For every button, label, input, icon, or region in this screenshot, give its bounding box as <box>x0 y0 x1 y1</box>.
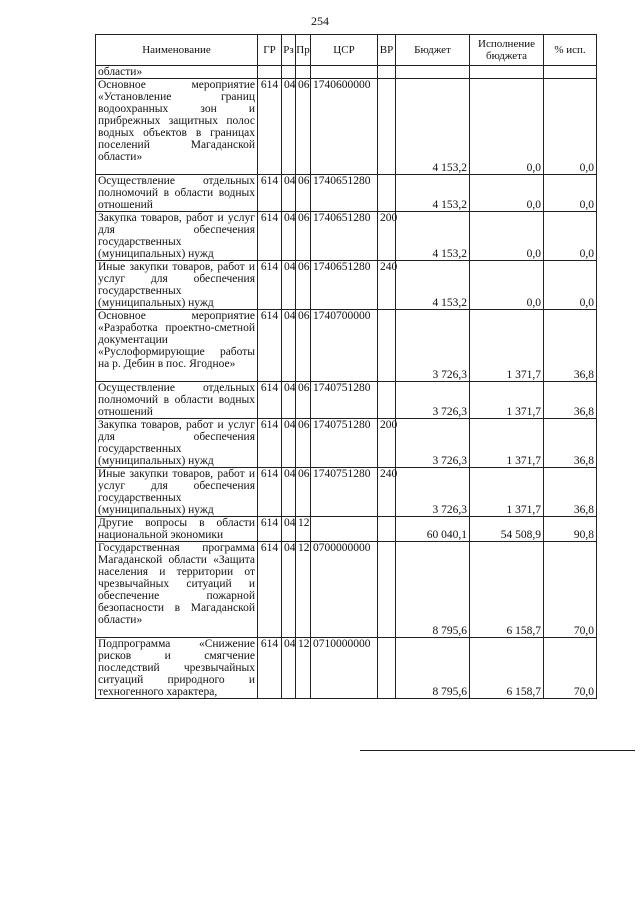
header-budget: Бюджет <box>396 35 470 66</box>
row-budget-cell: 3 726,3 <box>396 310 470 382</box>
header-name: Наименование <box>96 35 258 66</box>
row-vr-cell <box>378 517 396 542</box>
row-percent-cell: 36,8 <box>544 419 597 468</box>
row-vr-cell <box>378 382 396 419</box>
header-execution: Исполнение бюджета <box>470 35 544 66</box>
header-percent: % исп. <box>544 35 597 66</box>
row-execution-cell: 1 371,7 <box>470 468 544 517</box>
row-gr-cell: 614 <box>258 310 282 382</box>
row-budget-cell: 3 726,3 <box>396 382 470 419</box>
table-row <box>96 419 597 468</box>
row-gr-cell: 614 <box>258 261 282 310</box>
row-vr-cell <box>378 175 396 212</box>
row-rz-cell: 04 <box>282 419 296 468</box>
row-name-cell: Иные закупки товаров, работ и услуг для обеспечения государственных (муниципальных) нужд <box>96 261 258 310</box>
table-body <box>96 66 597 699</box>
row-rz-cell <box>282 66 296 79</box>
row-name-cell: области» <box>96 66 258 79</box>
row-execution-cell <box>470 66 544 79</box>
row-vr-cell <box>378 79 396 175</box>
header-vr: ВР <box>378 35 396 66</box>
row-pr-cell: 06 <box>296 261 311 310</box>
table-row <box>96 517 597 542</box>
table-row <box>96 542 597 638</box>
row-rz-cell: 04 <box>282 468 296 517</box>
row-percent-cell: 70,0 <box>544 542 597 638</box>
table-row <box>96 212 597 261</box>
row-gr-cell: 614 <box>258 79 282 175</box>
row-vr-cell <box>378 638 396 699</box>
row-csr-cell: 1740651280 <box>311 212 378 261</box>
table-row <box>96 79 597 175</box>
row-pr-cell: 06 <box>296 468 311 517</box>
row-name-cell: Основное мероприятие «Разработка проектно-сметной документации «Руслоформирующие работы на р. Дебин в пос. Ягодное» <box>96 310 258 382</box>
row-gr-cell <box>258 66 282 79</box>
row-name-cell: Другие вопросы в области национальной экономики <box>96 517 258 542</box>
row-percent-cell: 36,8 <box>544 468 597 517</box>
row-csr-cell <box>311 66 378 79</box>
row-execution-cell: 0,0 <box>470 175 544 212</box>
row-pr-cell: 06 <box>296 310 311 382</box>
row-name-cell: Закупка товаров, работ и услуг для обеспечения государственных (муниципальных) нужд <box>96 419 258 468</box>
row-name-cell: Иные закупки товаров, работ и услуг для обеспечения государственных (муниципальных) нужд <box>96 468 258 517</box>
row-csr-cell: 1740651280 <box>311 261 378 310</box>
row-pr-cell: 12 <box>296 517 311 542</box>
row-pr-cell: 06 <box>296 212 311 261</box>
row-vr-cell: 240 <box>378 468 396 517</box>
row-pr-cell: 06 <box>296 382 311 419</box>
table-header-row <box>96 35 597 66</box>
row-name-cell: Закупка товаров, работ и услуг для обеспечения государственных (муниципальных) нужд <box>96 212 258 261</box>
table-row <box>96 638 597 699</box>
row-name-cell: Основное мероприятие «Установление границ водоохранных зон и прибрежных защитных полос водных объектов в границах поселений Магаданской области» <box>96 79 258 175</box>
row-execution-cell: 0,0 <box>470 261 544 310</box>
row-gr-cell: 614 <box>258 468 282 517</box>
row-execution-cell: 54 508,9 <box>470 517 544 542</box>
header-gr: ГР <box>258 35 282 66</box>
row-execution-cell: 0,0 <box>470 79 544 175</box>
row-vr-cell: 200 <box>378 212 396 261</box>
row-csr-cell: 1740751280 <box>311 419 378 468</box>
row-percent-cell: 0,0 <box>544 261 597 310</box>
row-percent-cell: 90,8 <box>544 517 597 542</box>
row-csr-cell: 0710000000 <box>311 638 378 699</box>
row-pr-cell <box>296 66 311 79</box>
row-csr-cell: 1740600000 <box>311 79 378 175</box>
row-name-cell: Осуществление отдельных полномочий в области водных отношений <box>96 382 258 419</box>
row-execution-cell: 6 158,7 <box>470 638 544 699</box>
header-rz: Рз <box>282 35 296 66</box>
table-row <box>96 310 597 382</box>
row-csr-cell: 1740700000 <box>311 310 378 382</box>
row-rz-cell: 04 <box>282 79 296 175</box>
row-percent-cell: 0,0 <box>544 212 597 261</box>
row-gr-cell: 614 <box>258 382 282 419</box>
row-percent-cell: 70,0 <box>544 638 597 699</box>
row-vr-cell <box>378 310 396 382</box>
row-budget-cell <box>396 66 470 79</box>
row-percent-cell: 0,0 <box>544 79 597 175</box>
row-percent-cell <box>544 66 597 79</box>
page-bottom-rule <box>360 750 635 751</box>
row-rz-cell: 04 <box>282 638 296 699</box>
row-budget-cell: 4 153,2 <box>396 212 470 261</box>
row-budget-cell: 8 795,6 <box>396 638 470 699</box>
row-budget-cell: 8 795,6 <box>396 542 470 638</box>
row-name-cell: Государственная программа Магаданской области «Защита населения и территории от чрезвычайных ситуаций и обеспечение пожарной безопасности в Магаданской области» <box>96 542 258 638</box>
row-pr-cell: 06 <box>296 175 311 212</box>
row-budget-cell: 3 726,3 <box>396 419 470 468</box>
row-vr-cell <box>378 66 396 79</box>
row-vr-cell <box>378 542 396 638</box>
row-execution-cell: 1 371,7 <box>470 382 544 419</box>
row-execution-cell: 1 371,7 <box>470 419 544 468</box>
table-row <box>96 382 597 419</box>
row-gr-cell: 614 <box>258 638 282 699</box>
row-rz-cell: 04 <box>282 542 296 638</box>
row-percent-cell: 36,8 <box>544 382 597 419</box>
row-csr-cell: 1740751280 <box>311 382 378 419</box>
row-gr-cell: 614 <box>258 517 282 542</box>
row-budget-cell: 4 153,2 <box>396 175 470 212</box>
row-pr-cell: 12 <box>296 542 311 638</box>
row-csr-cell <box>311 517 378 542</box>
row-budget-cell: 3 726,3 <box>396 468 470 517</box>
row-rz-cell: 04 <box>282 212 296 261</box>
row-csr-cell: 1740751280 <box>311 468 378 517</box>
table-row <box>96 66 597 79</box>
row-csr-cell: 0700000000 <box>311 542 378 638</box>
header-csr: ЦСР <box>311 35 378 66</box>
row-pr-cell: 06 <box>296 79 311 175</box>
row-pr-cell: 12 <box>296 638 311 699</box>
row-gr-cell: 614 <box>258 419 282 468</box>
page-number: 254 <box>311 14 329 28</box>
table-row <box>96 175 597 212</box>
row-gr-cell: 614 <box>258 542 282 638</box>
row-rz-cell: 04 <box>282 310 296 382</box>
row-pr-cell: 06 <box>296 419 311 468</box>
row-rz-cell: 04 <box>282 382 296 419</box>
row-name-cell: Осуществление отдельных полномочий в области водных отношений <box>96 175 258 212</box>
row-vr-cell: 240 <box>378 261 396 310</box>
table-row <box>96 261 597 310</box>
row-budget-cell: 60 040,1 <box>396 517 470 542</box>
row-execution-cell: 6 158,7 <box>470 542 544 638</box>
table-row <box>96 468 597 517</box>
row-rz-cell: 04 <box>282 175 296 212</box>
budget-table <box>95 34 597 699</box>
row-gr-cell: 614 <box>258 175 282 212</box>
row-budget-cell: 4 153,2 <box>396 79 470 175</box>
row-csr-cell: 1740651280 <box>311 175 378 212</box>
row-rz-cell: 04 <box>282 261 296 310</box>
row-execution-cell: 0,0 <box>470 212 544 261</box>
row-budget-cell: 4 153,2 <box>396 261 470 310</box>
row-gr-cell: 614 <box>258 212 282 261</box>
row-name-cell: Подпрограмма «Снижение рисков и смягчение последствий чрезвычайных ситуаций природного и техногенного характера, <box>96 638 258 699</box>
row-vr-cell: 200 <box>378 419 396 468</box>
row-execution-cell: 1 371,7 <box>470 310 544 382</box>
row-rz-cell: 04 <box>282 517 296 542</box>
header-pr: Пр <box>296 35 311 66</box>
row-percent-cell: 0,0 <box>544 175 597 212</box>
row-percent-cell: 36,8 <box>544 310 597 382</box>
